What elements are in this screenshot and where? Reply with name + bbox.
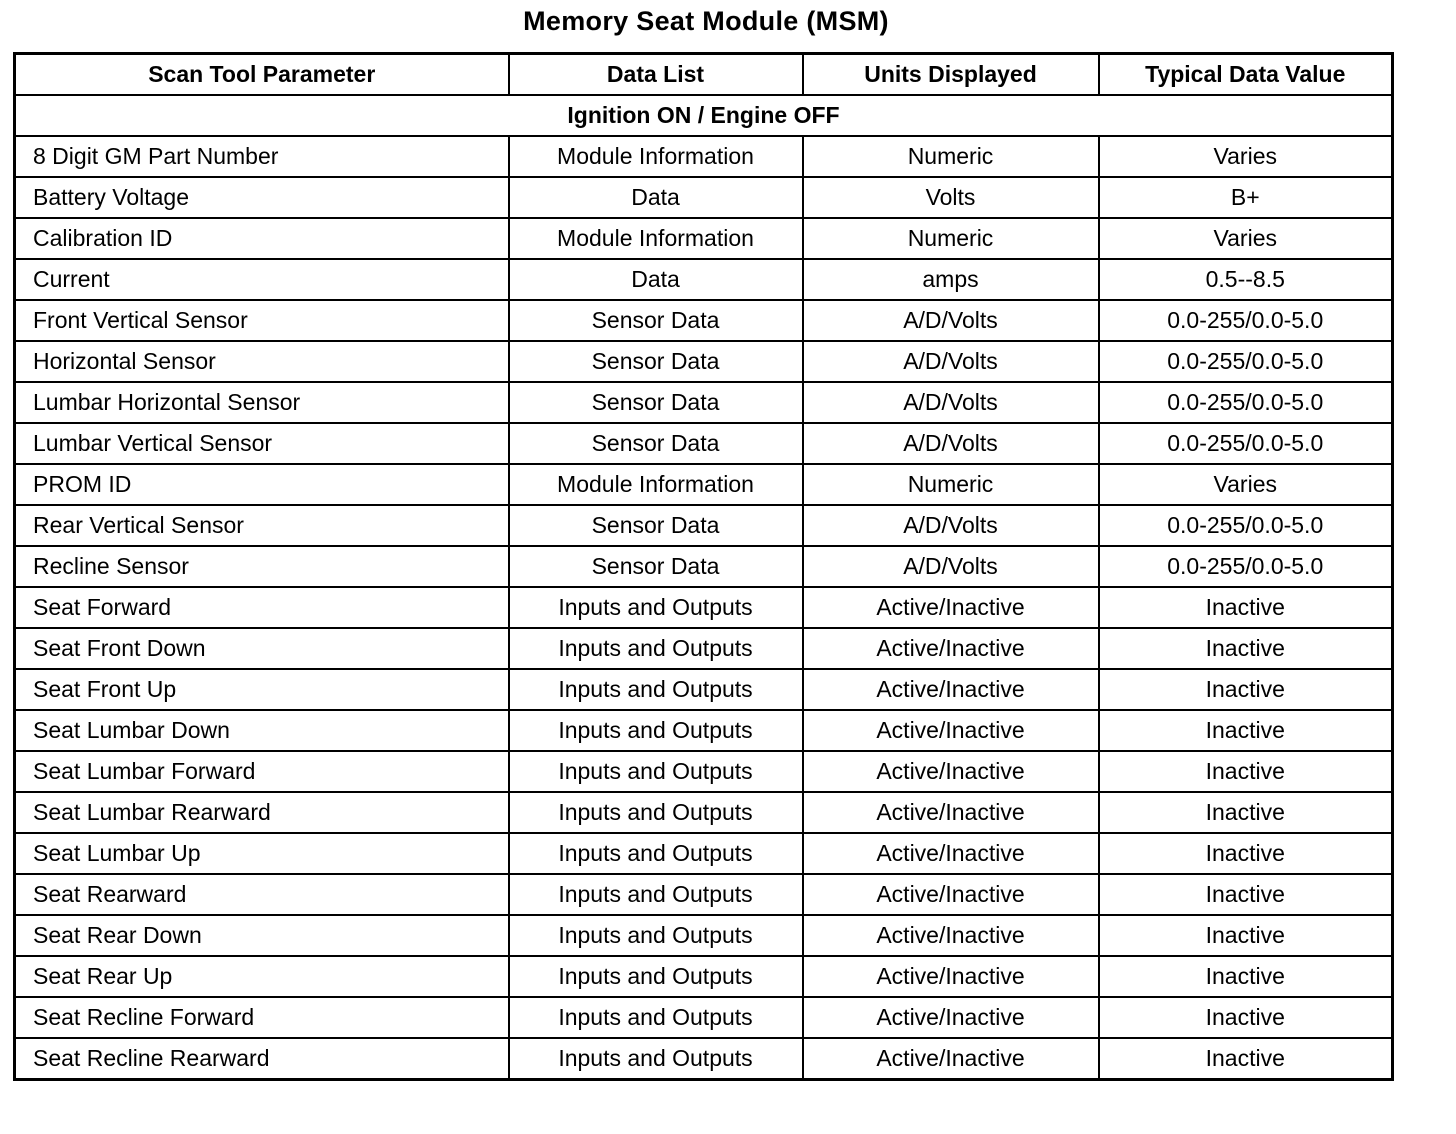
cell-typical-data-value: 0.0-255/0.0-5.0 <box>1099 300 1393 341</box>
cell-typical-data-value: Inactive <box>1099 997 1393 1038</box>
cell-units-displayed: A/D/Volts <box>803 505 1099 546</box>
cell-typical-data-value: Inactive <box>1099 587 1393 628</box>
cell-scan-tool-parameter: Lumbar Horizontal Sensor <box>15 382 509 423</box>
cell-units-displayed: A/D/Volts <box>803 423 1099 464</box>
cell-units-displayed: Active/Inactive <box>803 792 1099 833</box>
header-data-list: Data List <box>509 54 803 96</box>
table-row <box>15 505 1393 546</box>
table-row <box>15 218 1393 259</box>
cell-data-list: Inputs and Outputs <box>509 956 803 997</box>
table-row <box>15 136 1393 177</box>
cell-data-list: Inputs and Outputs <box>509 1038 803 1080</box>
cell-units-displayed: A/D/Volts <box>803 382 1099 423</box>
cell-typical-data-value: Varies <box>1099 218 1393 259</box>
table-row <box>15 1038 1393 1080</box>
cell-scan-tool-parameter: Seat Forward <box>15 587 509 628</box>
table-row <box>15 587 1393 628</box>
cell-scan-tool-parameter: Seat Lumbar Down <box>15 710 509 751</box>
cell-typical-data-value: Inactive <box>1099 792 1393 833</box>
cell-typical-data-value: Inactive <box>1099 628 1393 669</box>
cell-units-displayed: Active/Inactive <box>803 669 1099 710</box>
cell-data-list: Module Information <box>509 218 803 259</box>
cell-typical-data-value: Inactive <box>1099 669 1393 710</box>
cell-units-displayed: Active/Inactive <box>803 833 1099 874</box>
table-row <box>15 300 1393 341</box>
table-row <box>15 710 1393 751</box>
document-title: Memory Seat Module (MSM) <box>523 6 889 36</box>
cell-scan-tool-parameter: Seat Lumbar Rearward <box>15 792 509 833</box>
cell-units-displayed: Volts <box>803 177 1099 218</box>
cell-units-displayed: Active/Inactive <box>803 587 1099 628</box>
cell-scan-tool-parameter: Horizontal Sensor <box>15 341 509 382</box>
cell-typical-data-value: Varies <box>1099 464 1393 505</box>
cell-units-displayed: A/D/Volts <box>803 300 1099 341</box>
cell-data-list: Module Information <box>509 464 803 505</box>
cell-data-list: Sensor Data <box>509 300 803 341</box>
cell-units-displayed: Active/Inactive <box>803 751 1099 792</box>
cell-data-list: Module Information <box>509 136 803 177</box>
table-row <box>15 956 1393 997</box>
cell-scan-tool-parameter: Seat Front Down <box>15 628 509 669</box>
table-row <box>15 874 1393 915</box>
table-row <box>15 997 1393 1038</box>
header-units-displayed: Units Displayed <box>803 54 1099 96</box>
cell-units-displayed: Active/Inactive <box>803 710 1099 751</box>
section-row <box>15 95 1393 136</box>
cell-typical-data-value: 0.0-255/0.0-5.0 <box>1099 546 1393 587</box>
cell-typical-data-value: 0.0-255/0.0-5.0 <box>1099 382 1393 423</box>
cell-typical-data-value: Varies <box>1099 136 1393 177</box>
cell-scan-tool-parameter: Seat Rear Down <box>15 915 509 956</box>
cell-units-displayed: A/D/Volts <box>803 546 1099 587</box>
table-row <box>15 792 1393 833</box>
cell-typical-data-value: Inactive <box>1099 710 1393 751</box>
cell-scan-tool-parameter: Seat Front Up <box>15 669 509 710</box>
cell-data-list: Sensor Data <box>509 546 803 587</box>
cell-scan-tool-parameter: 8 Digit GM Part Number <box>15 136 509 177</box>
cell-scan-tool-parameter: Seat Rearward <box>15 874 509 915</box>
table-row <box>15 628 1393 669</box>
cell-data-list: Inputs and Outputs <box>509 710 803 751</box>
header-typical-data-value: Typical Data Value <box>1099 54 1393 96</box>
cell-scan-tool-parameter: Seat Recline Forward <box>15 997 509 1038</box>
cell-units-displayed: Active/Inactive <box>803 1038 1099 1080</box>
cell-typical-data-value: 0.0-255/0.0-5.0 <box>1099 341 1393 382</box>
cell-typical-data-value: 0.0-255/0.0-5.0 <box>1099 423 1393 464</box>
section-label: Ignition ON / Engine OFF <box>15 95 1393 136</box>
cell-units-displayed: Active/Inactive <box>803 915 1099 956</box>
cell-data-list: Sensor Data <box>509 505 803 546</box>
table-row <box>15 341 1393 382</box>
cell-units-displayed: A/D/Volts <box>803 341 1099 382</box>
table-header-row <box>15 54 1393 96</box>
cell-units-displayed: Numeric <box>803 136 1099 177</box>
cell-data-list: Inputs and Outputs <box>509 874 803 915</box>
cell-scan-tool-parameter: Current <box>15 259 509 300</box>
cell-data-list: Sensor Data <box>509 341 803 382</box>
cell-scan-tool-parameter: PROM ID <box>15 464 509 505</box>
table-row <box>15 833 1393 874</box>
table-row <box>15 259 1393 300</box>
cell-data-list: Inputs and Outputs <box>509 833 803 874</box>
table-row <box>15 382 1393 423</box>
cell-units-displayed: amps <box>803 259 1099 300</box>
cell-data-list: Data <box>509 259 803 300</box>
cell-typical-data-value: 0.5--8.5 <box>1099 259 1393 300</box>
cell-typical-data-value: 0.0-255/0.0-5.0 <box>1099 505 1393 546</box>
cell-scan-tool-parameter: Front Vertical Sensor <box>15 300 509 341</box>
table-row <box>15 546 1393 587</box>
scan-tool-data-table <box>13 52 1394 1081</box>
cell-units-displayed: Active/Inactive <box>803 628 1099 669</box>
cell-data-list: Inputs and Outputs <box>509 669 803 710</box>
cell-scan-tool-parameter: Seat Rear Up <box>15 956 509 997</box>
cell-scan-tool-parameter: Calibration ID <box>15 218 509 259</box>
table-row <box>15 464 1393 505</box>
cell-data-list: Inputs and Outputs <box>509 792 803 833</box>
cell-scan-tool-parameter: Seat Lumbar Up <box>15 833 509 874</box>
cell-scan-tool-parameter: Battery Voltage <box>15 177 509 218</box>
table-row <box>15 669 1393 710</box>
cell-typical-data-value: Inactive <box>1099 956 1393 997</box>
cell-typical-data-value: Inactive <box>1099 833 1393 874</box>
cell-data-list: Inputs and Outputs <box>509 587 803 628</box>
cell-units-displayed: Active/Inactive <box>803 997 1099 1038</box>
table-row <box>15 751 1393 792</box>
cell-units-displayed: Active/Inactive <box>803 956 1099 997</box>
cell-typical-data-value: Inactive <box>1099 1038 1393 1080</box>
cell-units-displayed: Active/Inactive <box>803 874 1099 915</box>
header-scan-tool-parameter: Scan Tool Parameter <box>15 54 509 96</box>
cell-typical-data-value: B+ <box>1099 177 1393 218</box>
cell-data-list: Data <box>509 177 803 218</box>
cell-scan-tool-parameter: Seat Lumbar Forward <box>15 751 509 792</box>
table-row <box>15 915 1393 956</box>
cell-units-displayed: Numeric <box>803 464 1099 505</box>
cell-scan-tool-parameter: Recline Sensor <box>15 546 509 587</box>
cell-data-list: Inputs and Outputs <box>509 915 803 956</box>
table-row <box>15 177 1393 218</box>
table-row <box>15 423 1393 464</box>
cell-data-list: Inputs and Outputs <box>509 628 803 669</box>
cell-typical-data-value: Inactive <box>1099 874 1393 915</box>
cell-data-list: Sensor Data <box>509 423 803 464</box>
cell-scan-tool-parameter: Lumbar Vertical Sensor <box>15 423 509 464</box>
cell-typical-data-value: Inactive <box>1099 751 1393 792</box>
cell-scan-tool-parameter: Rear Vertical Sensor <box>15 505 509 546</box>
cell-data-list: Sensor Data <box>509 382 803 423</box>
cell-typical-data-value: Inactive <box>1099 915 1393 956</box>
cell-data-list: Inputs and Outputs <box>509 997 803 1038</box>
cell-units-displayed: Numeric <box>803 218 1099 259</box>
cell-scan-tool-parameter: Seat Recline Rearward <box>15 1038 509 1080</box>
cell-data-list: Inputs and Outputs <box>509 751 803 792</box>
